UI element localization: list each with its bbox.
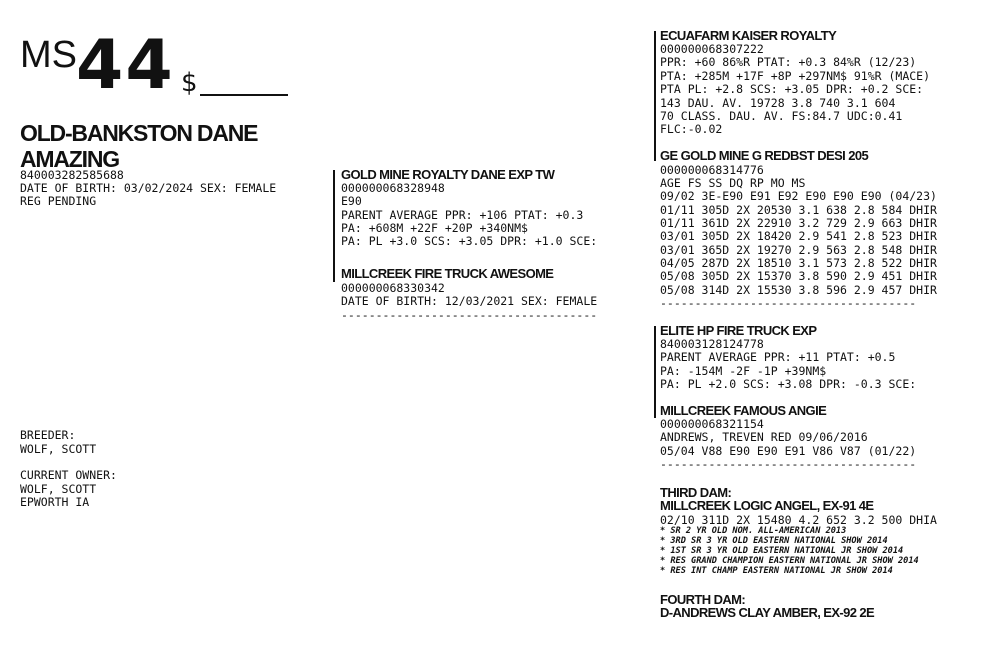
sire-pa-production: PA: +608M +22F +20P +340NM$ xyxy=(341,221,528,235)
lot-prefix: MS xyxy=(20,34,77,76)
sire-sire-line-3: PTA PL: +2.8 SCS: +3.05 DPR: +0.2 SCE: xyxy=(660,82,924,96)
lot-number: 44 xyxy=(76,26,175,105)
sire-dam-record-2: 01/11 361D 2X 22910 3.2 729 2.9 663 DHIR xyxy=(660,216,937,230)
sire-pa-health: PA: PL +3.0 SCS: +3.05 DPR: +1.0 SCE: xyxy=(341,234,598,248)
third-dam-record: 02/10 311D 2X 15480 4.2 652 3.2 500 DHIA xyxy=(660,513,937,527)
animal-dob-sex: DATE OF BIRTH: 03/02/2024 SEX: FEMALE xyxy=(20,181,277,195)
sire-sire-line-5: 70 CLASS. DAU. AV. FS:84.7 UDC:0.41 xyxy=(660,109,903,123)
sire-sire-line-2: PTA: +285M +17F +8P +297NM$ 91%R (MACE) xyxy=(660,69,931,83)
currency-symbol: $ xyxy=(181,68,198,98)
dam-dam-breeder: ANDREWS, TREVEN RED 09/06/2016 xyxy=(660,430,868,444)
third-dam-award-3: * 1ST SR 3 YR OLD EASTERN NATIONAL JR SHOW 2014 xyxy=(660,546,904,556)
third-dam-name: MILLCREEK LOGIC ANGEL, EX-91 4E xyxy=(660,498,874,513)
sire-dam-record-3: 03/01 305D 2X 18420 2.9 541 2.8 523 DHIR xyxy=(660,229,937,243)
pedigree-bracket-sire xyxy=(333,170,335,282)
dam-sire-id: 840003128124778 xyxy=(660,337,764,351)
dam-sire-pa-health: PA: PL +2.0 SCS: +3.08 DPR: -0.3 SCE: xyxy=(660,377,917,391)
sire-sire-id: 000000068307222 xyxy=(660,42,764,56)
sire-dam-record-4: 03/01 365D 2X 19270 2.9 563 2.8 548 DHIR xyxy=(660,243,937,257)
third-dam-award-1: * SR 2 YR OLD NOM. ALL-AMERICAN 2013 xyxy=(660,526,847,536)
dam-id: 000000068330342 xyxy=(341,281,445,295)
dam-divider: ------------------------------------- xyxy=(341,311,598,319)
sire-name: GOLD MINE ROYALTY DANE EXP TW xyxy=(341,167,555,182)
dam-sire-pa-production: PA: -154M -2F -1P +39NM$ xyxy=(660,364,827,378)
animal-reg-id: 840003282585688 xyxy=(20,168,124,182)
dam-dam-classification: 05/04 V88 E90 E90 E91 V86 V87 (01/22) xyxy=(660,444,917,458)
sire-dam-name: GE GOLD MINE G REDBST DESI 205 xyxy=(660,148,869,163)
animal-name-line1: OLD-BANKSTON DANE xyxy=(20,120,258,146)
owner-name: WOLF, SCOTT xyxy=(20,482,97,496)
animal-reg-status: REG PENDING xyxy=(20,194,97,208)
dam-sire-parent-average: PARENT AVERAGE PPR: +11 PTAT: +0.5 xyxy=(660,350,896,364)
dam-name: MILLCREEK FIRE TRUCK AWESOME xyxy=(341,266,554,281)
sire-parent-average: PARENT AVERAGE PPR: +106 PTAT: +0.3 xyxy=(341,208,584,222)
bid-price-line xyxy=(200,94,288,96)
sire-dam-id: 000000068314776 xyxy=(660,163,764,177)
sire-dam-record-1: 01/11 305D 2X 20530 3.1 638 2.8 584 DHIR xyxy=(660,203,937,217)
dam-dob-sex: DATE OF BIRTH: 12/03/2021 SEX: FEMALE xyxy=(341,294,598,308)
sire-id: 000000068328948 xyxy=(341,181,445,195)
third-dam-award-2: * 3RD SR 3 YR OLD EASTERN NATIONAL SHOW 2014 xyxy=(660,536,888,546)
third-dam-award-4: * RES GRAND CHAMPION EASTERN NATIONAL JR SHOW 2014 xyxy=(660,556,919,566)
sire-sire-line-6: FLC:-0.02 xyxy=(660,122,723,136)
fourth-dam-label: FOURTH DAM: xyxy=(660,592,746,607)
fourth-dam-name: D-ANDREWS CLAY AMBER, EX-92 2E xyxy=(660,605,875,620)
animal-name-line2: AMAZING xyxy=(20,146,119,172)
sire-sire-name: ECUAFARM KAISER ROYALTY xyxy=(660,28,837,43)
dam-sire-name: ELITE HP FIRE TRUCK EXP xyxy=(660,323,817,338)
pedigree-bracket-dam-sire xyxy=(654,326,656,418)
sire-dam-divider: ------------------------------------- xyxy=(660,299,917,307)
dam-dam-name: MILLCREEK FAMOUS ANGIE xyxy=(660,403,827,418)
sire-dam-record-5: 04/05 287D 2X 18510 3.1 573 2.8 522 DHIR xyxy=(660,256,937,270)
sire-sire-line-4: 143 DAU. AV. 19728 3.8 740 3.1 604 xyxy=(660,96,896,110)
pedigree-bracket-sire-sire xyxy=(654,31,656,161)
sire-dam-header: AGE FS SS DQ RP MO MS xyxy=(660,176,806,190)
sire-sire-line-1: PPR: +60 86%R PTAT: +0.3 84%R (12/23) xyxy=(660,55,917,69)
owner-location: EPWORTH IA xyxy=(20,495,90,509)
owner-label: CURRENT OWNER: xyxy=(20,468,117,482)
sire-dam-record-6: 05/08 305D 2X 15370 3.8 590 2.9 451 DHIR xyxy=(660,269,937,283)
third-dam-label: THIRD DAM: xyxy=(660,485,732,500)
dam-dam-id: 000000068321154 xyxy=(660,417,764,431)
breeder-label: BREEDER: xyxy=(20,428,76,442)
third-dam-award-5: * RES INT CHAMP EASTERN NATIONAL JR SHOW 2014 xyxy=(660,566,893,576)
sire-classification: E90 xyxy=(341,194,362,208)
sire-dam-classification: 09/02 3E-E90 E91 E92 E90 E90 E90 (04/23) xyxy=(660,189,937,203)
breeder-name: WOLF, SCOTT xyxy=(20,442,97,456)
sire-dam-record-7: 05/08 314D 2X 15530 3.8 596 2.9 457 DHIR xyxy=(660,283,937,297)
dam-dam-divider: ------------------------------------- xyxy=(660,460,917,468)
